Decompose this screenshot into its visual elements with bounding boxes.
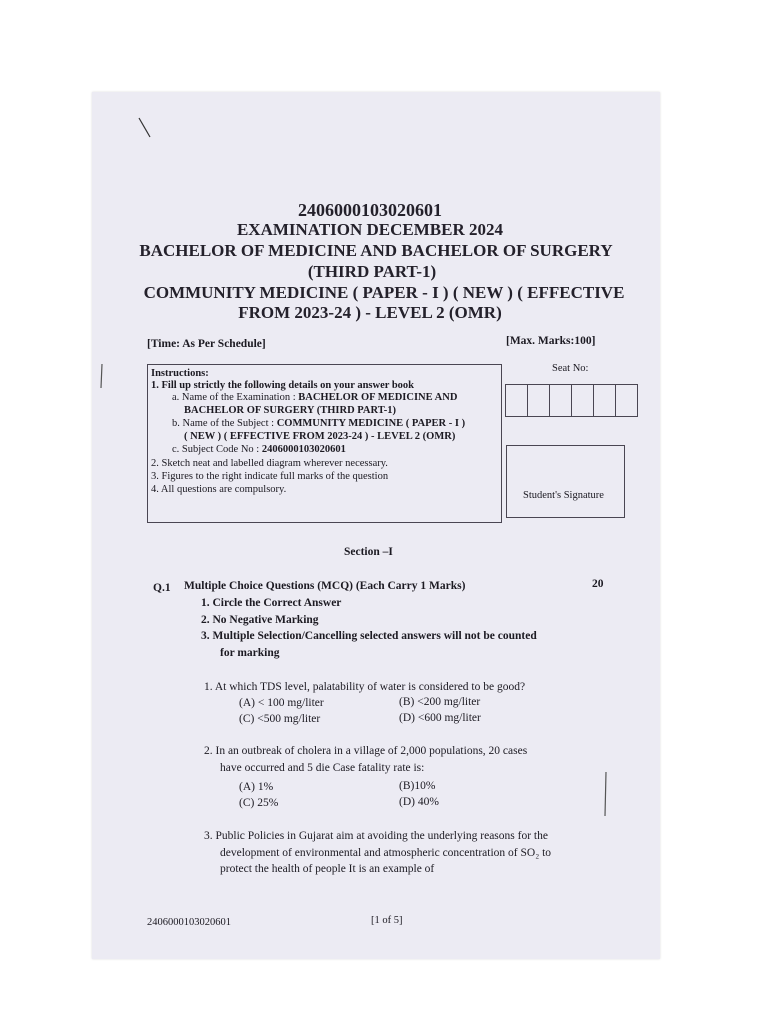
signature-label: Student's Signature — [523, 490, 604, 501]
question-marks: 20 — [592, 578, 604, 590]
instructions-title: Instructions: — [151, 368, 209, 379]
part-title: (THIRD PART-1) — [307, 262, 437, 281]
instruction-b-prefix: b. Name of the Subject : — [172, 418, 275, 429]
option-b: (B)10% — [399, 780, 436, 792]
exam-title: EXAMINATION DECEMBER 2024 — [236, 220, 504, 239]
instruction-a-prefix: a. Name of the Examination : — [172, 392, 296, 403]
mcq-question-3: 3. Public Policies in Gujarat aim at avoiding the underlying reasons for the — [204, 830, 548, 842]
instruction-item-3: 3. Figures to the right indicate full marks of the question — [151, 471, 389, 482]
seat-number-boxes — [506, 384, 638, 417]
seat-number-cell — [615, 384, 638, 417]
seat-number-cell — [593, 384, 616, 417]
max-marks-label: [Max. Marks:100] — [506, 335, 596, 347]
margin-mark-left — [98, 362, 106, 392]
footer-paper-code: 2406000103020601 — [147, 917, 231, 928]
margin-mark-right — [602, 770, 610, 820]
exam-paper-page — [92, 92, 660, 959]
instruction-c-value: 2406000103020601 — [261, 444, 346, 455]
subject-title-line2: FROM 2023-24 ) - LEVEL 2 (OMR) — [238, 303, 502, 322]
instruction-b-value: COMMUNITY MEDICINE ( PAPER - I ) — [276, 418, 466, 429]
seat-number-cell — [505, 384, 528, 417]
instruction-b — [172, 418, 465, 429]
question-title: Multiple Choice Questions (MCQ) (Each Carry 1 Marks) — [184, 580, 466, 592]
option-c: (C) 25% — [239, 797, 279, 809]
option-b: (B) <200 mg/liter — [399, 696, 481, 708]
mcq-rule-1: 1. Circle the Correct Answer — [201, 597, 342, 609]
mcq-rule-3-cont: for marking — [220, 647, 280, 659]
instruction-a-value: BACHELOR OF MEDICINE AND — [298, 392, 458, 403]
instruction-item-2: 2. Sketch neat and labelled diagram wherever necessary. — [151, 458, 388, 469]
paper-code-title: 2406000103020601 — [298, 200, 442, 220]
instruction-c-prefix: c. Subject Code No : — [172, 444, 260, 455]
seat-number-cell — [527, 384, 550, 417]
subject-title-line1: COMMUNITY MEDICINE ( PAPER - I ) ( NEW ) ( EFFECTIVE — [143, 283, 625, 302]
time-label: [Time: As Per Schedule] — [147, 338, 266, 350]
question-number: Q.1 — [153, 582, 171, 594]
option-a: (A) < 100 mg/liter — [239, 697, 324, 709]
degree-title: BACHELOR OF MEDICINE AND BACHELOR OF SURGERY — [139, 241, 613, 260]
seat-number-cell — [549, 384, 572, 417]
seat-number-cell — [571, 384, 594, 417]
mcq-rule-2: 2. No Negative Marking — [201, 614, 319, 626]
section-title: Section –I — [344, 546, 393, 558]
mcq-rule-3: 3. Multiple Selection/Cancelling selected answers will not be counted — [201, 630, 537, 642]
seat-number-label: Seat No: — [552, 363, 589, 374]
instruction-a-value-cont: BACHELOR OF SURGERY (THIRD PART-1) — [184, 405, 396, 416]
option-d: (D) 40% — [399, 796, 439, 808]
page-number: [1 of 5] — [371, 915, 403, 926]
instruction-a — [172, 392, 457, 403]
pen-stroke-mark — [130, 110, 160, 140]
mcq-question-2: 2. In an outbreak of cholera in a village of 2,000 populations, 20 cases — [204, 745, 528, 757]
mcq-question-3-cont: development of environmental and atmospheric concentration of SO₂ to — [220, 847, 552, 859]
instruction-c — [172, 444, 346, 455]
mcq-question-1: 1. At which TDS level, palatability of water is considered to be good? — [204, 681, 526, 693]
signature-box — [506, 445, 625, 518]
instruction-item-1: 1. Fill up strictly the following details on your answer book — [151, 380, 415, 391]
mcq-question-2-cont: have occurred and 5 die Case fatality rate is: — [220, 762, 425, 774]
instruction-b-value-cont: ( NEW ) ( EFFECTIVE FROM 2023-24 ) - LEVEL 2 (OMR) — [184, 431, 456, 442]
mcq-question-3-cont2: protect the health of people It is an example of — [220, 863, 435, 875]
option-c: (C) <500 mg/liter — [239, 713, 321, 725]
option-d: (D) <600 mg/liter — [399, 712, 481, 724]
instruction-item-4: 4. All questions are compulsory. — [151, 484, 287, 495]
option-a: (A) 1% — [239, 781, 274, 793]
